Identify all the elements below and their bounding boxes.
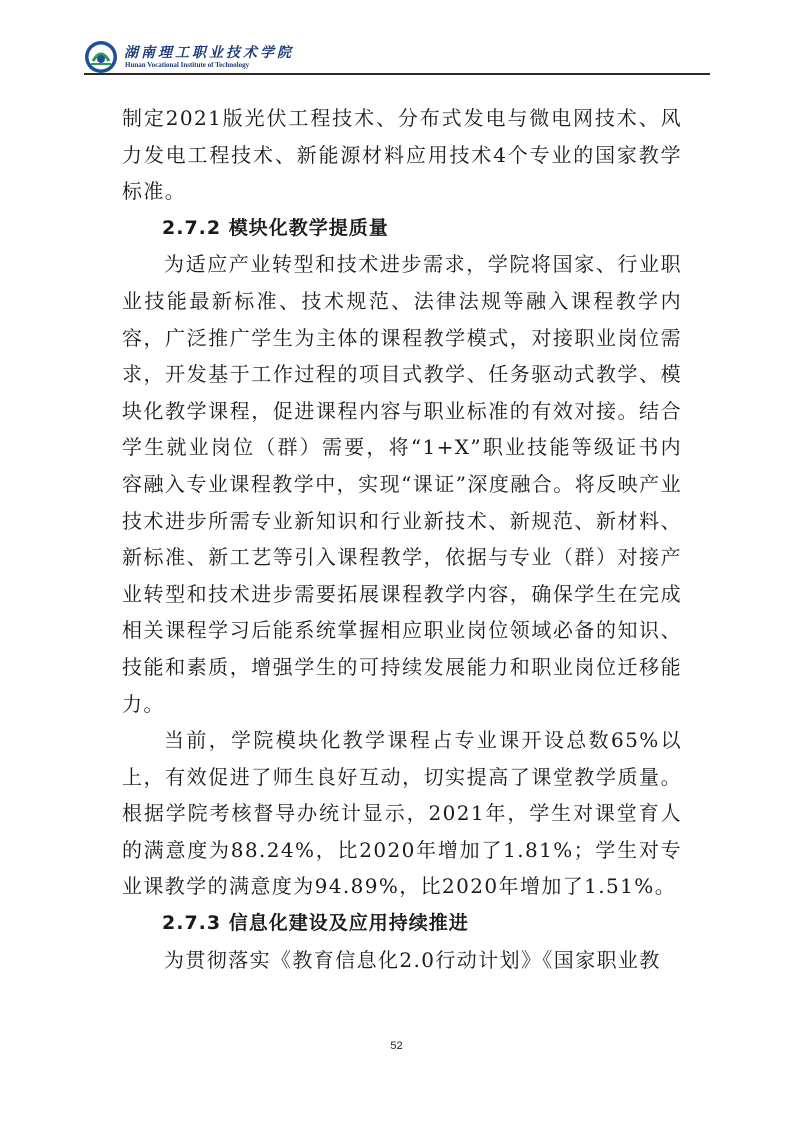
- header-divider: [84, 73, 710, 75]
- school-emblem-icon: [84, 40, 118, 74]
- page-header: [84, 40, 710, 76]
- document-body: [122, 100, 682, 978]
- page-number: 52: [390, 1040, 403, 1052]
- paragraph-modular-teaching: 为适应产业转型和技术进步需求，学院将国家、行业职业技能最新标准、技术规范、法律法规等融入课程教学内容，广泛推广学生为主体的课程教学模式，对接职业岗位需求，开发基于工作过程的项目式教学、任务驱动式教学、模块化教学课程，促进课程内容与职业标准的有效对接。结合学生就业岗位（群）需要，将“1+X”职业技能等级证书内容融入专业课程教学中，实现“课证”深度融合。将反映产业技术进步所需专业新知识和行业新技术、新规范、新材料、新标准、新工艺等引入课程教学，依据与专业（群）对接产业转型和技术进步需要拓展课程教学内容，确保学生在完成相关课程学习后能系统掌握相应职业岗位领域必备的知识、技能和素质，增强学生的可持续发展能力和职业岗位迁移能力。: [122, 252, 682, 716]
- paragraph-teaching-results: 当前，学院模块化教学课程占专业课开设总数65%以上，有效促进了师生良好互动，切实提高了课堂教学质量。根据学院考核督导办统计显示，2021年，学生对课堂育人的满意度为88.24%，比2020年增加了1.81%；学生对专业课教学的满意度为94.89%，比2020年增加了1.51%。: [122, 728, 682, 899]
- paragraph-continued: 制定2021版光伏工程技术、分布式发电与微电网技术、风力发电工程技术、新能源材料应用技术4个专业的国家教学标准。: [122, 106, 682, 204]
- school-name-en: Hunan Vocational Institute of Technology: [125, 61, 250, 69]
- paragraph-informatization: 为贯彻落实《教育信息化2.0行动计划》《国家职业教: [164, 947, 661, 972]
- school-name-cn: 湖南理工职业技术学院: [124, 45, 294, 61]
- section-heading-2-7-3: 2.7.3 信息化建设及应用持续推进: [162, 912, 469, 935]
- section-heading-2-7-2: 2.7.2 模块化教学提质量: [162, 216, 389, 239]
